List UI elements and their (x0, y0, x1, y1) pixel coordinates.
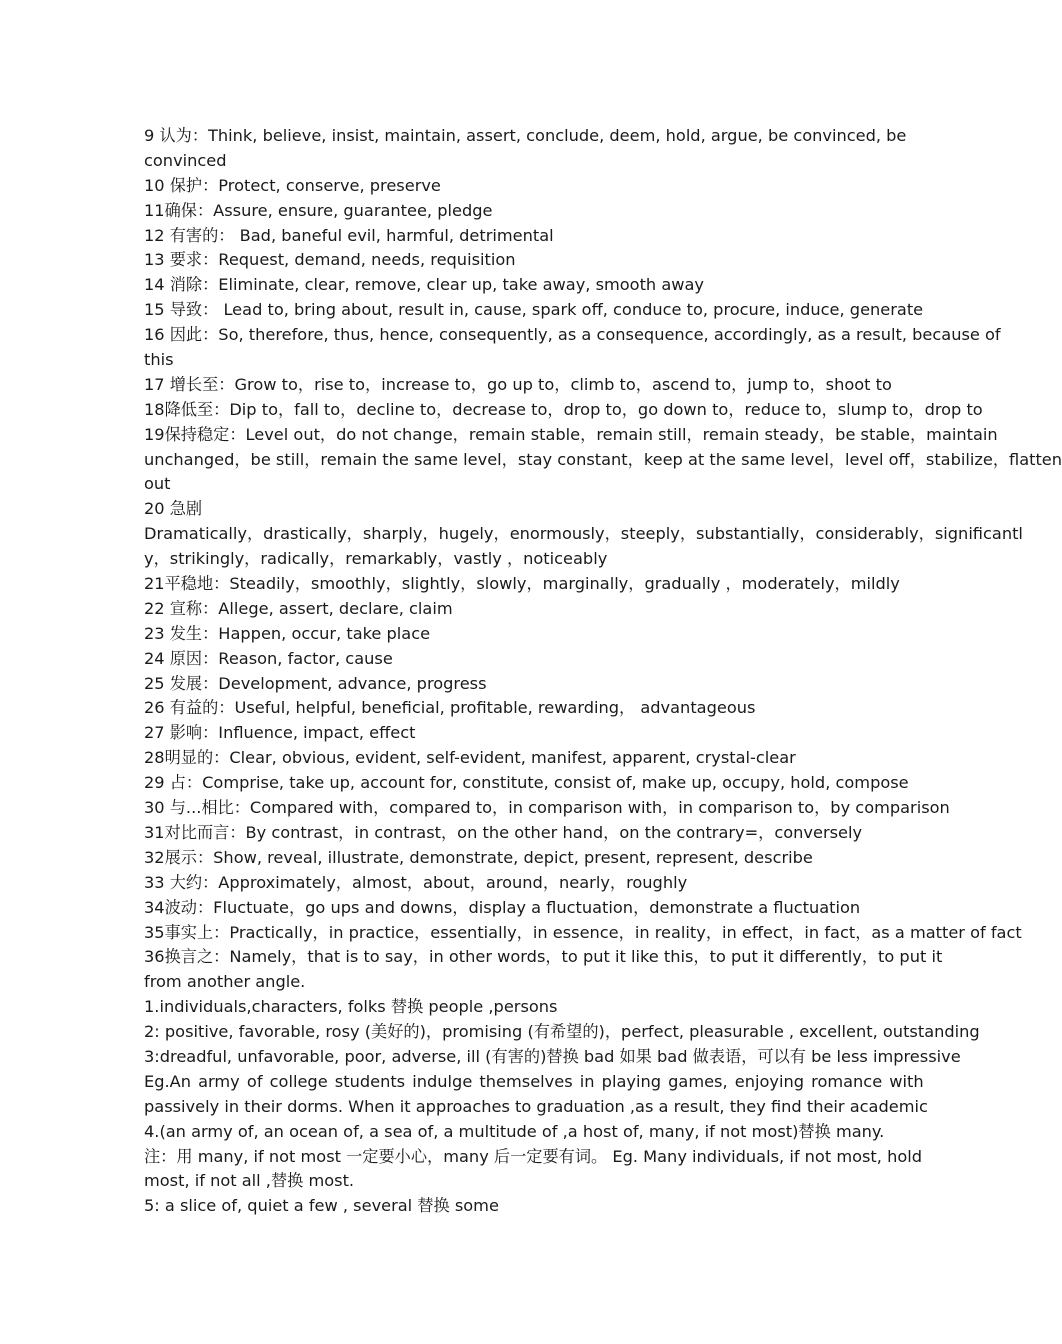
line-42: 注：用 many, if not most 一定要小心，many 后一定要有词。 Eg. Many individuals, if not most, hold (144, 1146, 923, 1166)
line-28: 30 与...相比：Compared with，compared to，in comparison with，in comparison to，by comparison (144, 798, 950, 818)
line-21: 23 发生：Happen, occur, take place (144, 623, 431, 643)
line-15: out (144, 474, 171, 494)
line-40: passively in their dorms. When it approaches to graduation ,as a result, they find their academic (144, 1096, 928, 1116)
line-27: 29 占：Comprise, take up, account for, constitute, consist of, make up, occupy, hold, compose (144, 773, 909, 793)
line-24: 26 有益的：Useful, helpful, beneficial, profitable, rewarding， advantageous (144, 698, 756, 718)
line-20: 22 宣称：Allege, assert, declare, claim (144, 598, 453, 618)
line-37: 2: positive, favorable, rosy (美好的)，promising (有希望的)，perfect, pleasurable , excellent, outstanding (144, 1022, 980, 1042)
line-16 (144, 497, 950, 522)
line-12: 18降低至：Dip to，fall to，decline to，decrease to，drop to，go down to，reduce to，slump to，drop to (144, 399, 983, 419)
line-2: convinced (144, 150, 227, 170)
line-32: 34波动：Fluctuate，go ups and downs，display a fluctuation，demonstrate a fluctuation (144, 897, 861, 917)
line-25: 27 影响：Influence, impact, effect (144, 723, 416, 743)
line-39: Eg.An army of college students indulge themselves in playing games, enjoying romance with (144, 1071, 924, 1091)
line-17: Dramatically，drastically，sharply，hugely，enormously，steeply，substantially，considerably，significantl (144, 524, 1023, 544)
line-1-text: 9 认为：Think, believe, insist, maintain, assert, conclude, deem, hold, argue, be convinced, be (144, 126, 907, 145)
line-14: unchanged，be still，remain the same level，stay constant，keep at the same level，level off，stabilize，flatten (144, 449, 1062, 469)
line-34: 36换言之：Namely，that is to say，in other words，to put it like this，to put it differently，to put it (144, 947, 943, 967)
line-23: 25 发展：Development, advance, progress (144, 673, 487, 693)
line-22: 24 原因：Reason, factor, cause (144, 648, 393, 668)
line-7: 14 消除：Eliminate, clear, remove, clear up, take away, smooth away (144, 275, 704, 295)
line-35: from another angle. (144, 972, 306, 992)
line-5: 12 有害的： Bad, baneful evil, harmful, detrimental (144, 225, 554, 245)
line-11: 17 增长至：Grow to，rise to，increase to，go up to，climb to，ascend to，jump to，shoot to (144, 374, 892, 394)
line-43: most, if not all ,替换 most. (144, 1171, 355, 1191)
line-3: 10 保护：Protect, conserve, preserve (144, 175, 441, 195)
line-30: 32展示：Show, reveal, illustrate, demonstrate, depict, present, represent, describe (144, 847, 813, 867)
line-29: 31对比而言：By contrast，in contrast，on the other hand，on the contrary=，conversely (144, 822, 863, 842)
line-9: 16 因此：So, therefore, thus, hence, consequently, as a consequence, accordingly, as a result, because of (144, 325, 1001, 345)
line-10: this (144, 350, 174, 370)
line-13: 19保持稳定：Level out，do not change，remain stable，remain still，remain steady，be stable，maintain (144, 424, 998, 444)
line-1 (144, 124, 950, 149)
line-16-text: 20 急剧 (144, 499, 203, 519)
line-8: 15 导致： Lead to, bring about, result in, cause, spark off, conduce to, procure, induce, generate (144, 300, 924, 320)
line-6: 13 要求：Request, demand, needs, requisition (144, 250, 516, 270)
document-page (144, 124, 1062, 1219)
line-4: 11确保：Assure, ensure, guarantee, pledge (144, 200, 493, 220)
line-36: 1.individuals,characters, folks 替换 people ,persons (144, 997, 558, 1017)
line-41: 4.(an army of, an ocean of, a sea of, a multitude of ,a host of, many, if not most)替换 many. (144, 1121, 885, 1141)
line-18: y，strikingly，radically，remarkably，vastly ，noticeably (144, 549, 608, 569)
line-31: 33 大约：Approximately，almost，about，around，nearly，roughly (144, 872, 688, 892)
line-19: 21平稳地：Steadily，smoothly，slightly，slowly，marginally，gradually ，moderately，mildly (144, 574, 900, 594)
line-44: 5: a slice of, quiet a few , several 替换 some (144, 1196, 499, 1216)
line-26: 28明显的：Clear, obvious, evident, self-evident, manifest, apparent, crystal-clear (144, 748, 796, 768)
line-38: 3:dreadful, unfavorable, poor, adverse, ill (有害的)替换 bad 如果 bad 做表语，可以有 be less impressive (144, 1046, 961, 1066)
line-33: 35事实上：Practically，in practice，essentially，in essence，in reality，in effect，in fact，as a matter of fact (144, 922, 1022, 942)
